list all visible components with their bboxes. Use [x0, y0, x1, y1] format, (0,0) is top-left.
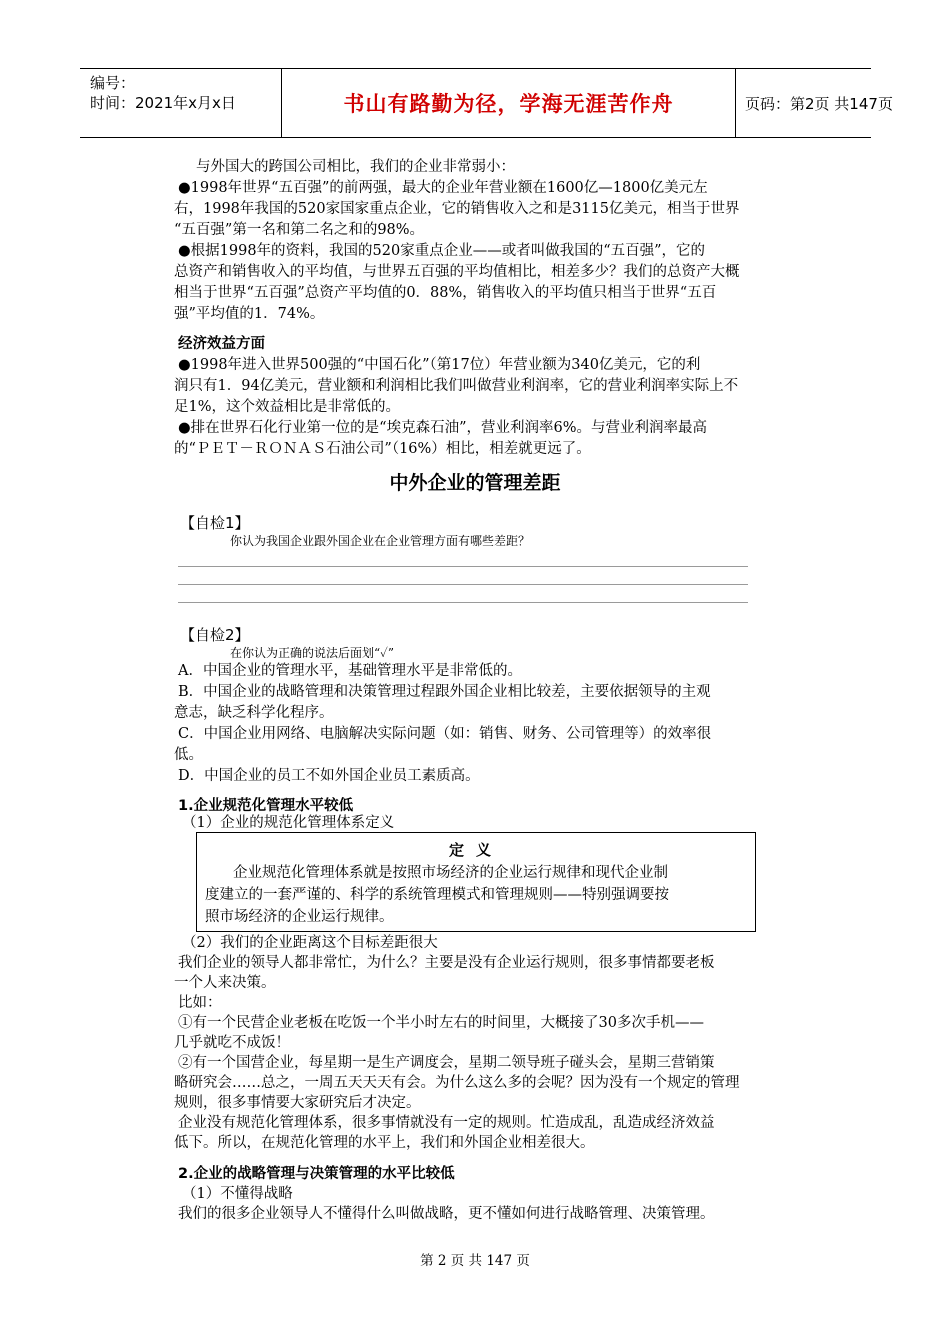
header-motto: 书山有路勤为径，学海无涯苦作舟 — [282, 69, 736, 137]
paragraph: ①有一个民营企业老板在吃饭一个半小时左右的时间里，大概接了30多次手机—— — [178, 1015, 704, 1031]
answer-line — [178, 584, 748, 585]
paragraph: 我们的很多企业领导人不懂得什么叫做战略，更不懂如何进行战略管理、决策管理。 — [178, 1206, 715, 1222]
option-c: C．中国企业用网络、电脑解决实际问题（如：销售、财务、公司管理等）的效率很 — [178, 726, 712, 742]
definition-body — [197, 860, 755, 928]
paragraph: ②有一个国营企业，每星期一是生产调度会，星期二领导班子碰头会，星期三营销策 — [178, 1055, 715, 1071]
header-page: 页码：第2页 共147页 — [745, 94, 893, 113]
option-c-cont: 低。 — [174, 747, 203, 763]
definition-box — [196, 832, 756, 932]
paragraph: 的“ＰＥＴ－ＲＯＮＡＳ石油公司”（16%）相比，相差就更远了。 — [174, 441, 591, 457]
paragraph: 相当于世界“五百强”总资产平均值的0．88%，销售收入的平均值只相当于世界“五百 — [174, 285, 717, 301]
section-title: 中外企业的管理差距 — [389, 472, 561, 494]
definition-line: 照市场经济的企业运行规律。 — [205, 909, 394, 925]
option-a: A．中国企业的管理水平，基础管理水平是非常低的。 — [178, 663, 522, 679]
paragraph: 比如： — [178, 995, 222, 1011]
paragraph: 足1%，这个效益相比是非常低的。 — [174, 399, 401, 415]
paragraph: 强”平均值的1．74%。 — [174, 306, 325, 322]
definition-title: 定义 — [448, 841, 503, 859]
subheading-1-2: （2）我们的企业距离这个目标差距很大 — [182, 935, 438, 951]
paragraph: ●1998年世界“五百强”的前两强，最大的企业年营业额在1600亿—1800亿美元左 — [178, 180, 708, 196]
paragraph: ●根据1998年的资料，我国的520家重点企业——或者叫做我国的“五百强”，它的 — [178, 243, 706, 259]
paragraph: ●1998年进入世界500强的“中国石化”（第17位）年营业额为340亿美元，它的利 — [178, 357, 701, 373]
paragraph: 一个人来决策。 — [174, 975, 276, 991]
heading-1: 1.企业规范化管理水平较低 — [178, 798, 354, 814]
self-check-2-question: 在你认为正确的说法后面划“✓” — [230, 646, 395, 660]
paragraph: 我们企业的领导人都非常忙，为什么？主要是没有企业运行规则，很多事情都要老板 — [178, 955, 715, 971]
option-b: B．中国企业的战略管理和决策管理过程跟外国企业相比较差，主要依据领导的主观 — [178, 684, 711, 700]
paragraph: 总资产和销售收入的平均值，与世界五百强的平均值相比，相差多少？我们的总资产大概 — [174, 264, 740, 280]
paragraph: ●排在世界石化行业第一位的是“埃克森石油”，营业利润率6%。与营业利润率最高 — [178, 420, 707, 436]
paragraph: 企业没有规范化管理体系，很多事情就没有一定的规则。忙造成乱，乱造成经济效益 — [178, 1115, 715, 1131]
page-header — [80, 68, 893, 138]
self-check-1-question: 你认为我国企业跟外国企业在企业管理方面有哪些差距？ — [230, 534, 531, 548]
definition-line: 企业规范化管理体系就是按照市场经济的企业运行规律和现代企业制 — [233, 865, 668, 881]
paragraph: 润只有1．94亿美元，营业额和利润相比我们叫做营业利润率，它的营业利润率实际上不 — [174, 378, 739, 394]
self-check-2-label: 【自检2】 — [180, 626, 250, 644]
paragraph: 规则，很多事情要大家研究后才决定。 — [174, 1095, 421, 1111]
header-date: 时间：2021年x月x日 — [90, 94, 236, 112]
paragraph: 低下。所以，在规范化管理的水平上，我们和外国企业相差很大。 — [174, 1135, 595, 1151]
header-number: 编号： — [90, 74, 136, 92]
paragraph: 右，1998年我国的520家国家重点企业，它的销售收入之和是3115亿美元，相当于世界 — [174, 201, 740, 217]
self-check-1-label: 【自检1】 — [180, 514, 250, 532]
option-b-cont: 意志，缺乏科学化程序。 — [174, 705, 334, 721]
option-d: D．中国企业的员工不如外国企业员工素质高。 — [178, 768, 480, 784]
subheading-1-1: （1）企业的规范化管理体系定义 — [182, 815, 395, 831]
header-meta — [80, 69, 282, 137]
answer-line — [178, 566, 748, 567]
subheading-2-1: （1）不懂得战略 — [182, 1186, 293, 1202]
paragraph: 略研究会……总之，一周五天天天有会。为什么这么多的会呢？因为没有一个规定的管理 — [174, 1075, 740, 1091]
paragraph: 与外国大的跨国公司相比，我们的企业非常弱小： — [196, 159, 515, 175]
paragraph: “五百强”第一名和第二名之和的98%。 — [174, 222, 425, 238]
subheading-econ: 经济效益方面 — [178, 336, 265, 352]
page-footer: 第 2 页 共 147 页 — [420, 1253, 530, 1269]
answer-line — [178, 602, 748, 603]
definition-line: 度建立的一套严谨的、科学的系统管理模式和管理规则——特别强调要按 — [205, 887, 669, 903]
heading-2: 2.企业的战略管理与决策管理的水平比较低 — [178, 1166, 455, 1182]
paragraph: 几乎就吃不成饭！ — [174, 1035, 290, 1051]
